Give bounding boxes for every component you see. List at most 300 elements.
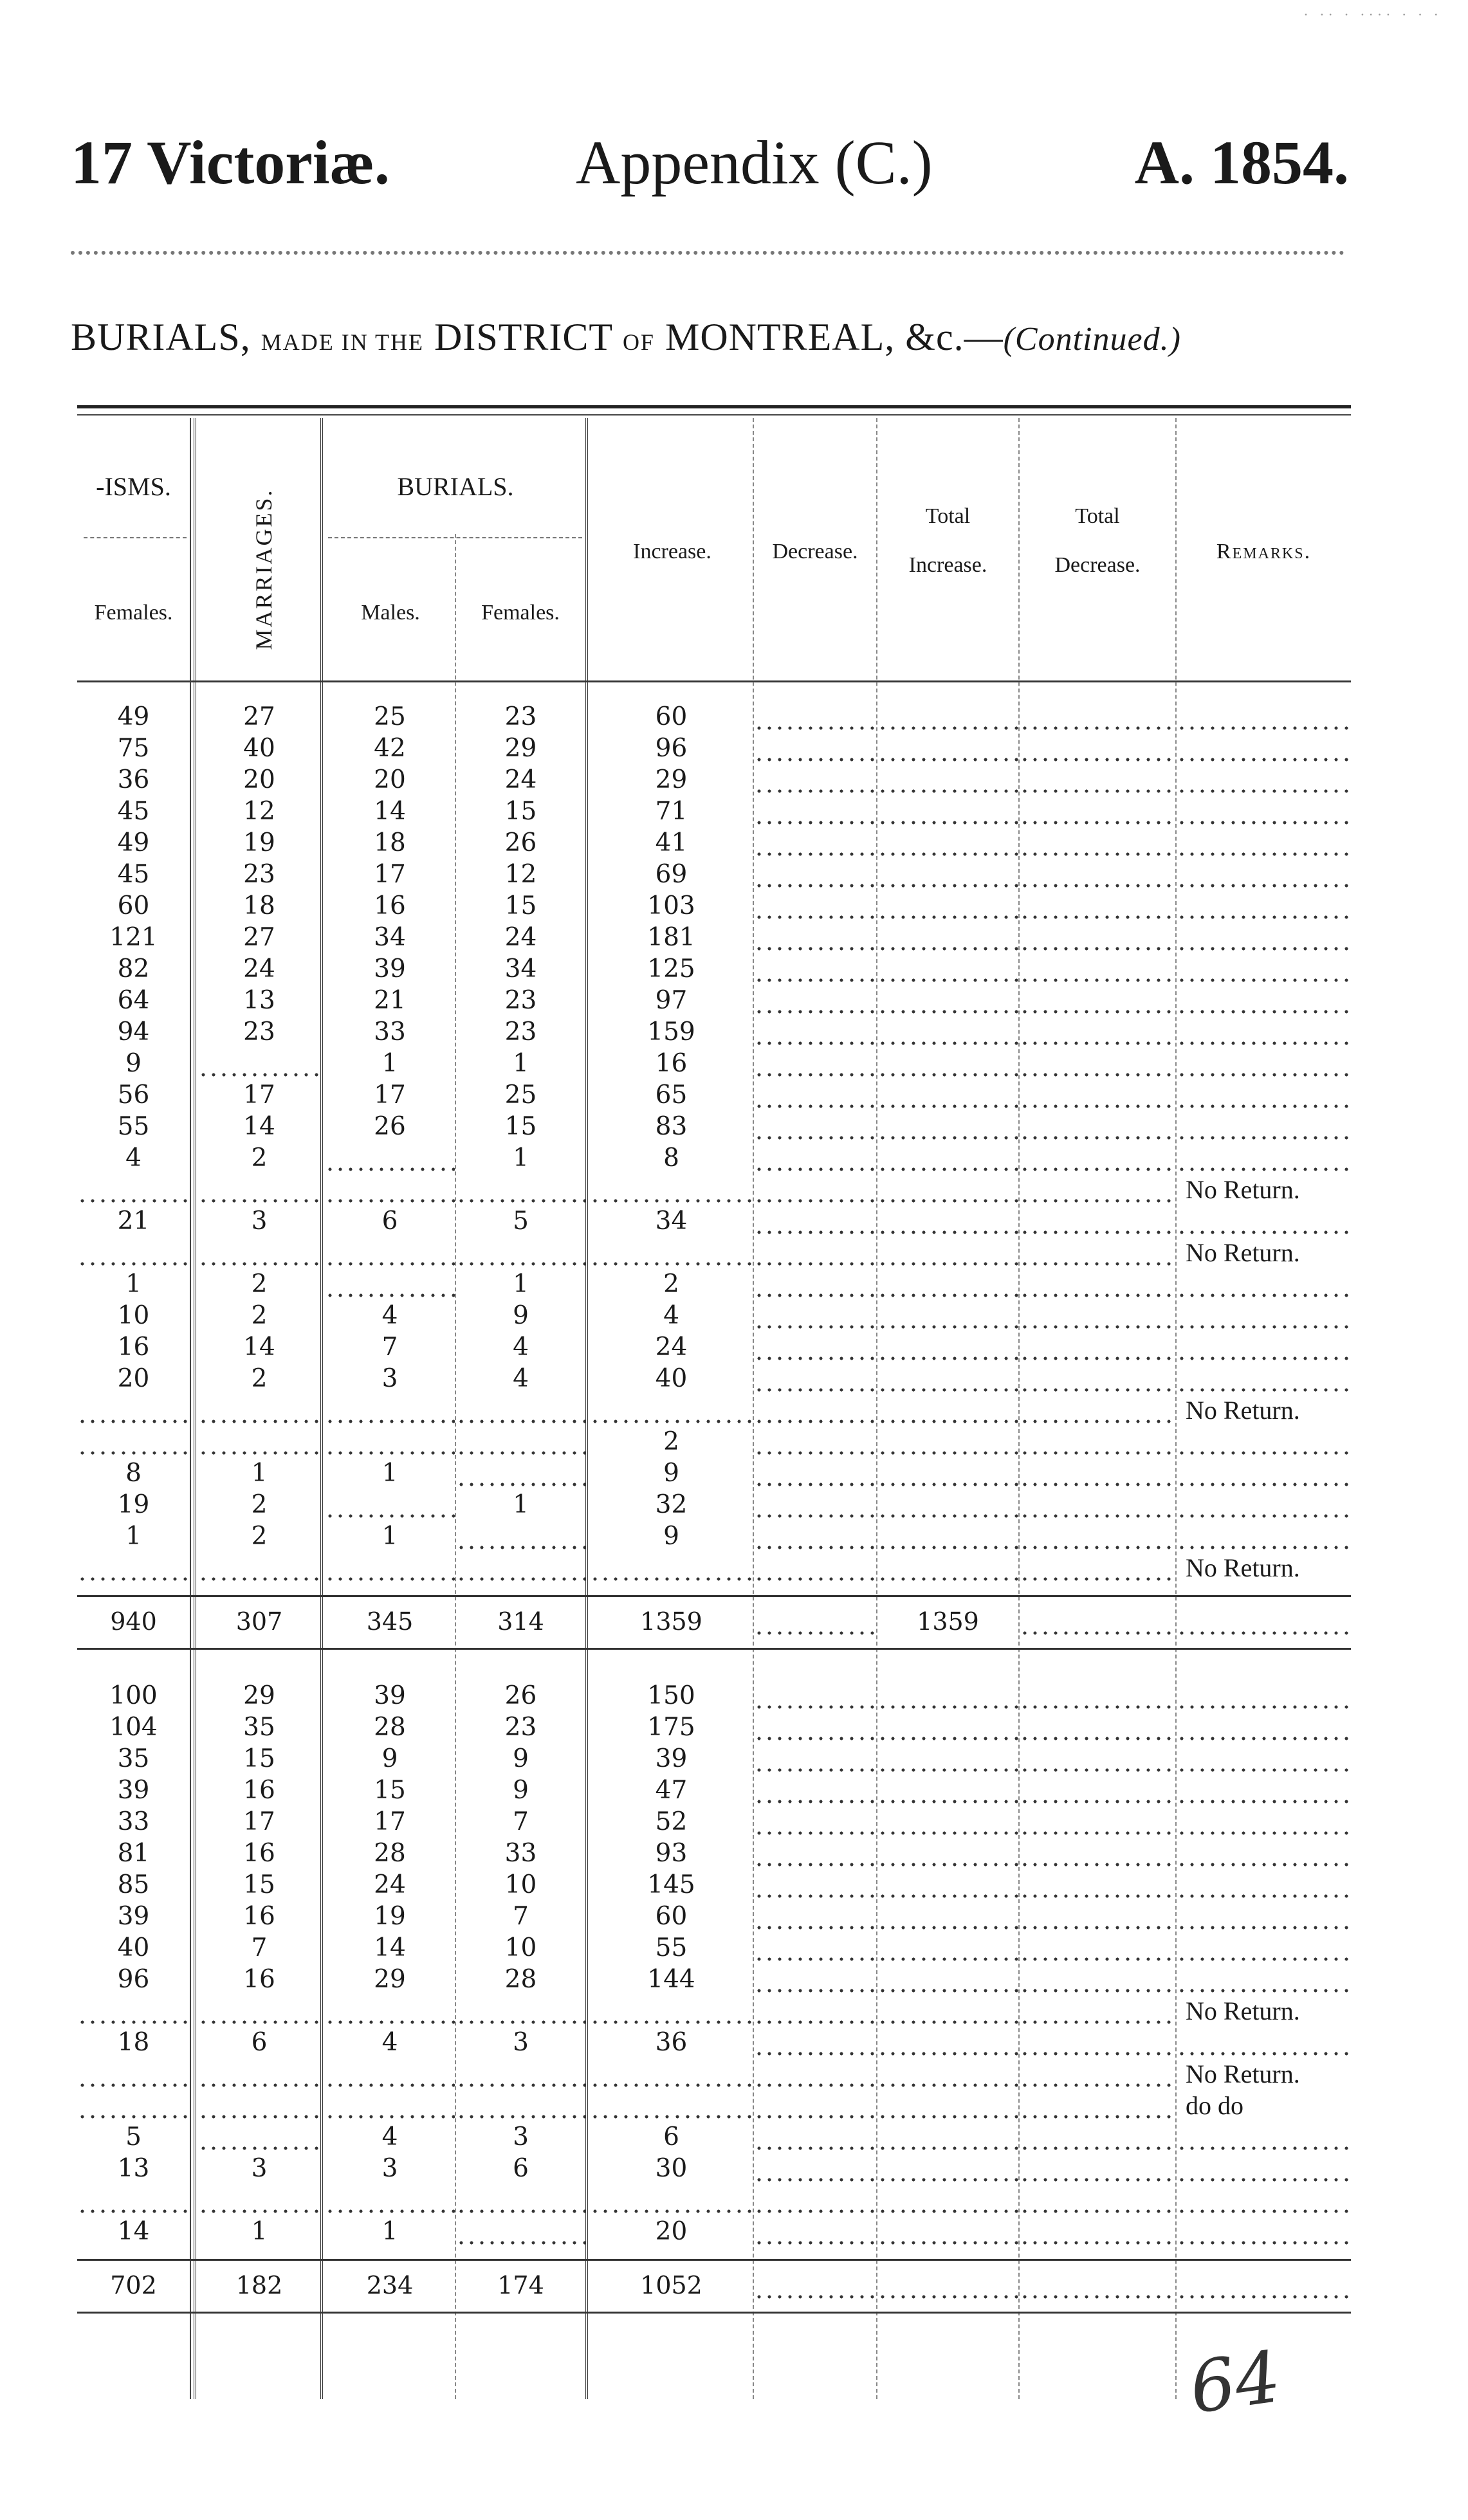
table-row: [77, 1016, 1351, 1048]
cell-f: 40: [117, 1933, 150, 1962]
total-bottom-rule: [77, 1648, 1351, 1650]
cell-bf: 1: [513, 1144, 529, 1173]
cell-m: [198, 1394, 320, 1426]
cell-inc: 34: [655, 1207, 688, 1236]
cell-f: 33: [117, 1807, 150, 1836]
cell-f: 81: [117, 1839, 150, 1868]
cell-tinc: [877, 1079, 1018, 1111]
cell-m: 15: [243, 1744, 275, 1773]
cell-tdec: [1020, 1520, 1175, 1552]
cell-bf: 15: [504, 891, 537, 920]
table-row: [77, 701, 1351, 733]
cell-tinc: [877, 2090, 1018, 2121]
cell-m: 12: [243, 797, 275, 826]
cell-inc: 9: [663, 1459, 679, 1488]
cell-rem: [1177, 827, 1351, 859]
cell-dec: [754, 2216, 876, 2247]
cell-rem: No Return.: [1186, 1996, 1300, 2025]
cell-dec: [754, 701, 876, 733]
table-row: [77, 1806, 1351, 1838]
cell-tinc: [877, 1838, 1018, 1869]
cell-m: 35: [243, 1713, 275, 1742]
cell-f: 4: [125, 1144, 142, 1173]
cell-rem: [1177, 1743, 1351, 1775]
cell-tdec: [1020, 2184, 1175, 2216]
cell-bf: [456, 2058, 585, 2090]
cell-bf: 26: [504, 828, 537, 857]
cell-bm: [325, 1237, 455, 1268]
cell-bm: [325, 2090, 455, 2121]
cell-rem: [1177, 796, 1351, 827]
cell-m: 17: [243, 1807, 275, 1836]
cell-f: 55: [117, 1112, 150, 1141]
cell-inc: 36: [655, 2028, 688, 2057]
cell-dec: [754, 1932, 876, 1964]
cell-tinc: [877, 1426, 1018, 1457]
cell-bf: [456, 1394, 585, 1426]
cell-rem: [1177, 1520, 1351, 1552]
cell-m: 18: [243, 891, 275, 920]
title-continued: (Continued.): [1003, 321, 1181, 358]
cell-dec: [754, 2090, 876, 2121]
cell-rem: [1177, 2184, 1351, 2216]
cell-tinc: [877, 922, 1018, 953]
header-left: 17 Victoriæ.: [71, 128, 390, 197]
cell-tinc: [877, 1048, 1018, 1079]
cell-bf: 34: [504, 954, 537, 983]
cell-inc: [590, 1995, 753, 2027]
cell-tdec: [1020, 1142, 1175, 1174]
cell-f: 5: [125, 2123, 142, 2151]
cell-rem: [1177, 1901, 1351, 1932]
cell-tinc: [877, 827, 1018, 859]
cell-f: 1: [125, 1270, 142, 1299]
cell-inc: [590, 2058, 753, 2090]
cell-tinc: [877, 764, 1018, 796]
table-row: [77, 2153, 1351, 2184]
cell-tdec: [1020, 2027, 1175, 2058]
cell-inc: 8: [663, 1144, 679, 1173]
cell-m: 3: [251, 1207, 268, 1236]
cell-tinc: [877, 1932, 1018, 1964]
cell-bm: 19: [374, 1902, 406, 1931]
cell-tdec: [1020, 701, 1175, 733]
cell-f: [77, 2058, 190, 2090]
cell-rem: [1177, 1457, 1351, 1489]
cell-tdec: [1020, 796, 1175, 827]
cell-dec: [754, 1964, 876, 1995]
cell-m: 6: [251, 2028, 268, 2057]
cell-dec: [754, 1426, 876, 1457]
cell-bf: 12: [504, 860, 537, 889]
total-bf: 314: [497, 1607, 544, 1636]
cell-m: 23: [243, 1018, 275, 1046]
cell-tdec: [1020, 1016, 1175, 1048]
cell-bf: 15: [504, 797, 537, 826]
cell-dec: [754, 1457, 876, 1489]
cell-bf: 28: [504, 1965, 537, 1994]
cell-f: 45: [117, 860, 150, 889]
total-rule: [77, 2259, 1351, 2261]
cell-bf: 24: [504, 923, 537, 952]
cell-inc: 2: [663, 1270, 679, 1299]
table-row: [77, 2090, 1351, 2121]
cell-tinc: [877, 1520, 1018, 1552]
cell-dec: [754, 1995, 876, 2027]
cell-tdec: [1020, 1964, 1175, 1995]
cell-rem: do do: [1186, 2091, 1243, 2120]
cell-tdec: [1020, 2121, 1175, 2153]
cell-f: 36: [117, 765, 150, 794]
cell-inc: 4: [663, 1301, 679, 1330]
cell-tdec: [1020, 1300, 1175, 1331]
cell-tdec: [1020, 1048, 1175, 1079]
cell-rem: [1177, 890, 1351, 922]
total-tdec: [1020, 2270, 1175, 2301]
cell-dec: [754, 890, 876, 922]
cell-f: 18: [117, 2028, 150, 2057]
table-row: [77, 1394, 1351, 1426]
cell-f: [77, 1394, 190, 1426]
total-bf: 174: [497, 2271, 544, 2299]
cell-tdec: [1020, 1268, 1175, 1300]
table-row: [77, 1552, 1351, 1584]
col-header-burials: BURIALS.: [397, 472, 514, 501]
cell-tinc: [877, 1331, 1018, 1363]
cell-f: 85: [117, 1870, 150, 1899]
cell-bf: [456, 1520, 585, 1552]
cell-bf: 3: [513, 2123, 529, 2151]
table-top-rule-2: [77, 414, 1351, 415]
total-tinc: 1359: [917, 1607, 979, 1636]
cell-dec: [754, 1489, 876, 1520]
cell-f: [77, 1174, 190, 1205]
cell-bm: [325, 2184, 455, 2216]
cell-tinc: [877, 1995, 1018, 2027]
table-row: [77, 827, 1351, 859]
cell-tinc: [877, 1268, 1018, 1300]
cell-inc: 47: [655, 1776, 688, 1805]
cell-inc: 150: [647, 1681, 695, 1710]
cell-tdec: [1020, 827, 1175, 859]
cell-inc: 175: [647, 1713, 695, 1742]
cell-f: 9: [125, 1049, 142, 1078]
cell-inc: 103: [647, 891, 695, 920]
cell-tdec: [1020, 2153, 1175, 2184]
total-rem: [1177, 1606, 1351, 1638]
cell-bm: [325, 1995, 455, 2027]
cell-bm: 15: [374, 1776, 406, 1805]
cell-bf: 9: [513, 1744, 529, 1773]
total-inc: 1052: [640, 2271, 702, 2299]
cell-tinc: [877, 1457, 1018, 1489]
cell-dec: [754, 1806, 876, 1838]
cell-bf: 5: [513, 1207, 529, 1236]
cell-bm: 4: [381, 2028, 398, 2057]
table-row: [77, 1331, 1351, 1363]
cell-bm: 34: [374, 923, 406, 952]
cell-bf: 6: [513, 2154, 529, 2183]
cell-rem: [1177, 1680, 1351, 1712]
cell-tdec: [1020, 1174, 1175, 1205]
cell-tinc: [877, 701, 1018, 733]
table-row: [77, 1869, 1351, 1901]
cell-tinc: [877, 1394, 1018, 1426]
total-f: 940: [110, 1607, 157, 1636]
cell-dec: [754, 1268, 876, 1300]
cell-bm: 17: [374, 1807, 406, 1836]
cell-rem: [1177, 1712, 1351, 1743]
cell-m: 13: [243, 986, 275, 1015]
cell-dec: [754, 1363, 876, 1394]
cell-inc: 16: [655, 1049, 688, 1078]
cell-bm: [325, 1174, 455, 1205]
cell-dec: [754, 1775, 876, 1806]
cell-dec: [754, 827, 876, 859]
cell-m: [198, 1426, 320, 1457]
cell-tinc: [877, 1680, 1018, 1712]
cell-bf: 25: [504, 1081, 537, 1109]
table-row: [77, 764, 1351, 796]
cell-m: 16: [243, 1776, 275, 1805]
cell-m: 29: [243, 1681, 275, 1710]
cell-tinc: [877, 890, 1018, 922]
cell-dec: [754, 796, 876, 827]
table-row: [77, 1300, 1351, 1331]
cell-dec: [754, 1552, 876, 1584]
cell-m: [198, 1552, 320, 1584]
cell-m: 16: [243, 1839, 275, 1868]
cell-f: 13: [117, 2154, 150, 2183]
cell-dec: [754, 1838, 876, 1869]
table-row: [77, 1901, 1351, 1932]
header-rule: [71, 251, 1344, 255]
cell-tinc: [877, 1743, 1018, 1775]
cell-m: 19: [243, 828, 275, 857]
cell-bf: 15: [504, 1112, 537, 1141]
cell-bf: [456, 1174, 585, 1205]
cell-tdec: [1020, 1680, 1175, 1712]
cell-bm: 39: [374, 1681, 406, 1710]
total-tinc: [877, 2270, 1018, 2301]
cell-m: [198, 1174, 320, 1205]
cell-bf: 1: [513, 1490, 529, 1519]
cell-tdec: [1020, 2058, 1175, 2090]
cell-inc: 30: [655, 2154, 688, 2183]
cell-rem: No Return.: [1186, 1553, 1300, 1582]
cell-inc: 20: [655, 2217, 688, 2246]
cell-bm: 9: [381, 1744, 398, 1773]
cell-bf: [456, 2216, 585, 2247]
cell-rem: [1177, 1806, 1351, 1838]
cell-bm: 1: [381, 1522, 398, 1551]
cell-dec: [754, 1174, 876, 1205]
cell-inc: 32: [655, 1490, 688, 1519]
cell-inc: 60: [655, 1902, 688, 1931]
cell-bm: 28: [374, 1713, 406, 1742]
cell-bf: 1: [513, 1049, 529, 1078]
table-row: [77, 1048, 1351, 1079]
cell-tdec: [1020, 953, 1175, 985]
col-header-males: Males.: [361, 601, 420, 625]
total-rule: [77, 1595, 1351, 1597]
table-row: [77, 1932, 1351, 1964]
table-row: [77, 1964, 1351, 1995]
cell-m: 2: [251, 1301, 268, 1330]
cell-rem: No Return.: [1186, 1175, 1300, 1204]
table-row: [77, 1174, 1351, 1205]
burials-rule: [328, 537, 582, 538]
cell-dec: [754, 1743, 876, 1775]
cell-rem: [1177, 1838, 1351, 1869]
cell-bm: 1: [381, 1459, 398, 1488]
cell-dec: [754, 859, 876, 890]
col-header-burial-females: Females.: [481, 601, 560, 625]
cell-rem: [1177, 701, 1351, 733]
table-row: [77, 1237, 1351, 1268]
cell-m: 14: [243, 1112, 275, 1141]
cell-tinc: [877, 1300, 1018, 1331]
cell-m: [198, 1048, 320, 1079]
cell-bm: 21: [374, 986, 406, 1015]
col-header-remarks: Remarks.: [1216, 540, 1312, 563]
table-row: [77, 922, 1351, 953]
table-row: [77, 2184, 1351, 2216]
cell-bm: 42: [374, 734, 406, 763]
table-row: [77, 1142, 1351, 1174]
cell-rem: No Return.: [1186, 2059, 1300, 2088]
cell-tinc: [877, 1552, 1018, 1584]
cell-rem: [1177, 1016, 1351, 1048]
cell-dec: [754, 1079, 876, 1111]
title-lead: BURIALS,: [71, 316, 251, 358]
cell-bf: 23: [504, 702, 537, 731]
table-top-rule: [77, 405, 1351, 408]
cell-rem: [1177, 922, 1351, 953]
cell-rem: [1177, 2216, 1351, 2247]
table-row: [77, 733, 1351, 764]
cell-bf: 29: [504, 734, 537, 763]
cell-bm: [325, 1268, 455, 1300]
table-row: [77, 1775, 1351, 1806]
cell-tdec: [1020, 1237, 1175, 1268]
cell-rem: [1177, 1363, 1351, 1394]
cell-bm: 16: [374, 891, 406, 920]
cell-bf: [456, 2184, 585, 2216]
cell-f: [77, 2090, 190, 2121]
cell-f: 121: [109, 923, 158, 952]
cell-inc: [590, 1174, 753, 1205]
cell-tdec: [1020, 1426, 1175, 1457]
cell-f: [77, 1426, 190, 1457]
cell-bm: 18: [374, 828, 406, 857]
cell-bf: 9: [513, 1776, 529, 1805]
cell-f: 100: [109, 1681, 158, 1710]
cell-f: 45: [117, 797, 150, 826]
cell-tinc: [877, 985, 1018, 1016]
cell-m: 7: [251, 1933, 268, 1962]
total-row: [77, 1606, 1351, 1638]
cell-bf: 23: [504, 1713, 537, 1742]
cell-tdec: [1020, 922, 1175, 953]
page-number: 64: [1184, 2335, 1286, 2430]
total-bottom-rule: [77, 2312, 1351, 2314]
table-row: [77, 1712, 1351, 1743]
cell-inc: 83: [655, 1112, 688, 1141]
cell-tinc: [877, 2027, 1018, 2058]
cell-dec: [754, 1901, 876, 1932]
cell-tinc: [877, 2058, 1018, 2090]
cell-bm: 14: [374, 1933, 406, 1962]
cell-rem: [1177, 1489, 1351, 1520]
burials-table: [77, 405, 1351, 2412]
cell-tinc: [877, 1806, 1018, 1838]
cell-tdec: [1020, 890, 1175, 922]
cell-bf: [456, 1426, 585, 1457]
cell-tinc: [877, 796, 1018, 827]
title-of: OF: [622, 329, 655, 355]
total-bm: 234: [366, 2271, 414, 2299]
table-row: [77, 1995, 1351, 2027]
cell-inc: 144: [647, 1965, 695, 1994]
col-header-total-decrease: [1020, 502, 1175, 580]
cell-tdec: [1020, 1111, 1175, 1142]
cell-m: 2: [251, 1522, 268, 1551]
cell-m: 2: [251, 1364, 268, 1393]
table-row: [77, 1489, 1351, 1520]
cell-f: 39: [117, 1902, 150, 1931]
cell-bm: 17: [374, 860, 406, 889]
cell-inc: 24: [655, 1333, 688, 1362]
cell-tdec: [1020, 1743, 1175, 1775]
title-place: MONTREAL, &c.—: [665, 316, 1004, 358]
table-row: [77, 859, 1351, 890]
cell-m: 1: [251, 2217, 268, 2246]
col-header-increase: Increase.: [633, 540, 711, 563]
cell-tdec: [1020, 1869, 1175, 1901]
cell-rem: [1177, 1932, 1351, 1964]
cell-tdec: [1020, 1489, 1175, 1520]
cell-tdec: [1020, 1806, 1175, 1838]
cell-inc: 71: [655, 797, 688, 826]
cell-rem: [1177, 1142, 1351, 1174]
cell-bm: [325, 2058, 455, 2090]
cell-bf: 4: [513, 1364, 529, 1393]
cell-m: 27: [243, 702, 275, 731]
cell-inc: 40: [655, 1364, 688, 1393]
col-header-isms: -ISMS.: [96, 472, 171, 501]
cell-dec: [754, 1205, 876, 1237]
cell-inc: 145: [647, 1870, 695, 1899]
cell-bf: 24: [504, 765, 537, 794]
cell-tdec: [1020, 733, 1175, 764]
cell-tdec: [1020, 1394, 1175, 1426]
cell-rem: [1177, 1205, 1351, 1237]
cell-f: 56: [117, 1081, 150, 1109]
cell-tdec: [1020, 1901, 1175, 1932]
cell-m: 2: [251, 1270, 268, 1299]
cell-dec: [754, 2153, 876, 2184]
cell-tinc: [877, 953, 1018, 985]
cell-dec: [754, 2058, 876, 2090]
cell-tdec: [1020, 985, 1175, 1016]
cell-dec: [754, 733, 876, 764]
cell-inc: 29: [655, 765, 688, 794]
cell-tinc: [877, 1964, 1018, 1995]
cell-inc: 159: [647, 1018, 695, 1046]
cell-bf: 1: [513, 1270, 529, 1299]
cell-bf: 10: [504, 1870, 537, 1899]
